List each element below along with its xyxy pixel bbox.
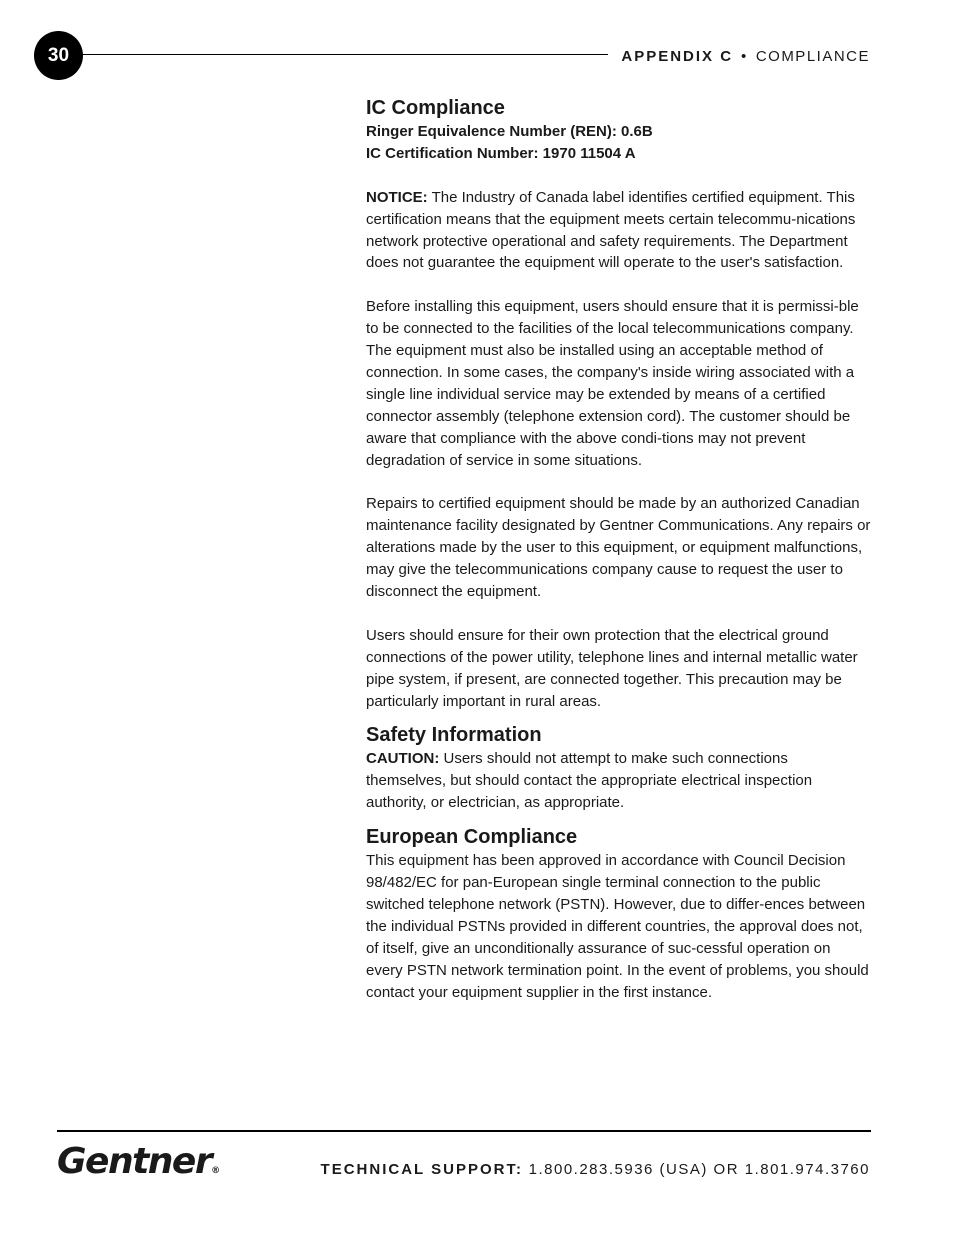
grounding-paragraph: Users should ensure for their own protection that the electrical ground connections of the power utility, telephone lines and internal metallic water pipe system, if present, are connected together. This precaution may be particularly important in rural areas. <box>366 626 858 710</box>
registered-mark: ® <box>211 1166 221 1176</box>
logo-wordmark: Gentner <box>57 1141 212 1182</box>
main-content <box>366 95 871 1003</box>
gentner-logo <box>57 1140 220 1193</box>
notice-paragraph <box>366 187 871 275</box>
support-label: TECHNICAL SUPPORT: <box>320 1161 523 1178</box>
ic-compliance-heading: IC Compliance <box>366 97 505 119</box>
notice-label: NOTICE: <box>366 188 428 206</box>
footer-rule <box>57 1130 871 1132</box>
ic-cert-line: IC Certification Number: 1970 11504 A <box>366 144 636 162</box>
running-header <box>621 48 870 65</box>
section-label: COMPLIANCE <box>755 48 870 65</box>
separator-dot: • <box>741 48 748 65</box>
caution-text: Users should not attempt to make such connections themselves, but should contact the appropriate electrical inspection authority, or electrician, as appropriate. <box>366 750 813 812</box>
notice-text: The Industry of Canada label identifies certified equipment. This certification means that the equipment meets certain telecommu-nications network protective operational and safety requirements. The Department does not guarantee the equipment will operate to the user's satisfaction. <box>366 188 856 272</box>
caution-paragraph <box>366 748 871 814</box>
european-compliance-paragraph: This equipment has been approved in accordance with Council Decision 98/482/EC for pan-European single terminal connection to the public switched telephone network (PSTN). However, due to differ-ences between the individual PSTNs provided in different countries, the approval does not, of itself, give an unconditionally assurance of suc-cessful operation on every PSTN network termination point. In the event of problems, you should contact your equipment supplier in the first instance. <box>366 852 869 1001</box>
technical-support <box>321 1161 870 1178</box>
european-compliance-heading: European Compliance <box>366 826 578 849</box>
installation-paragraph: Before installing this equipment, users should ensure that it is permissi-ble to be connected to the facilities of the local telecommunications company. The equipment must also be installed using an acceptable method of connection. In some cases, the company's inside wiring associated with a single line individual service may be extended by means of a certified connector assembly (telephone extension cord). The customer should be aware that compliance with the above condi-tions may not prevent degradation of service in some situations. <box>366 298 859 469</box>
page-number-badge: 30 <box>34 31 83 80</box>
appendix-label: APPENDIX C <box>621 48 734 65</box>
ren-line: Ringer Equivalence Number (REN): 0.6B <box>366 123 653 140</box>
header-rule <box>82 54 608 55</box>
repairs-paragraph: Repairs to certified equipment should be made by an authorized Canadian maintenance facility designated by Gentner Communications. Any repairs or alterations made by the user to this equipment, or equipment malfunctions, may give the telecommunications company cause to request the user to disconnect the equipment. <box>366 495 871 600</box>
caution-label: CAUTION: <box>366 750 440 768</box>
safety-heading: Safety Information <box>366 724 542 747</box>
support-numbers: 1.800.283.5936 (USA) OR 1.801.974.3760 <box>522 1161 870 1178</box>
